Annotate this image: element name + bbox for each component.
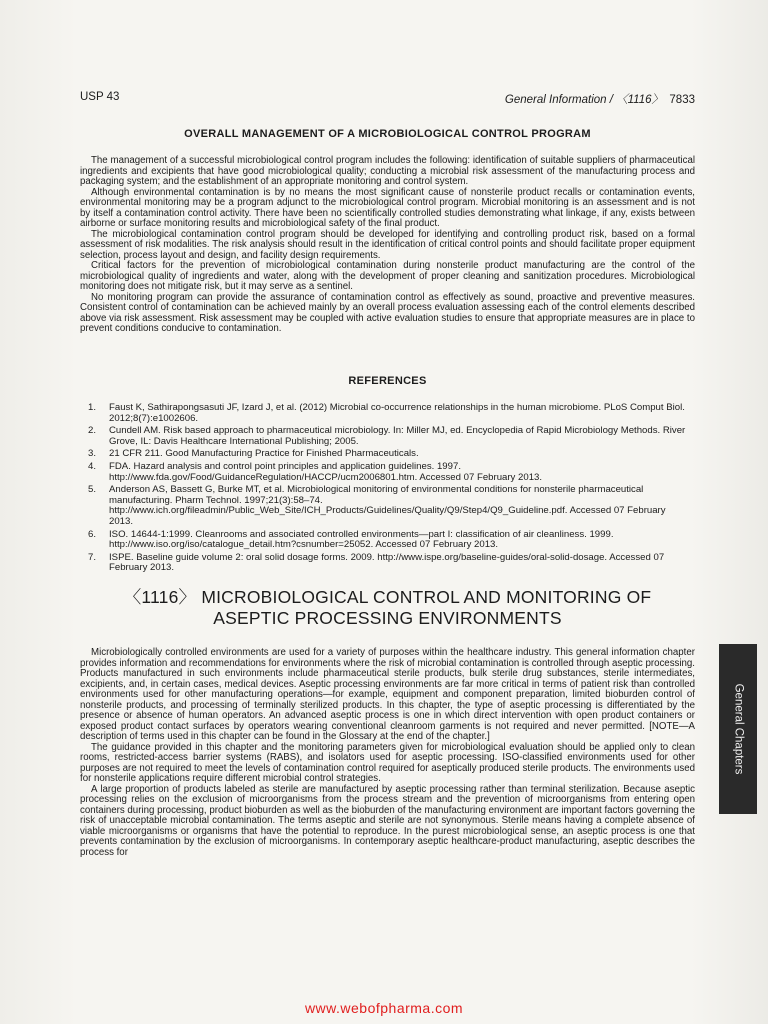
- general-chapters-tab: [719, 644, 757, 814]
- paragraph: The management of a successful microbiological control program includes the following: identification of suitable suppliers of pharmaceutical ingredients and excipients that have good microbiological quality; conducting a microbial risk assessment of the manufacturing process and packaging system; and the establishment of an appropriate monitoring and control system.: [80, 155, 695, 187]
- paragraph: Critical factors for the prevention of microbiological contamination during nonsterile product manufacturing are the control of the microbiological quality of ingredients and water, along with the development of proper cleaning and sanitization procedures. Microbiological monitoring does not mitigate risk, but it may serve as a sentinel.: [80, 260, 695, 292]
- paragraph: Although environmental contamination is by no means the most significant cause of nonsterile product recalls or contamination events, environmental monitoring may be a program adjunct to the microbiological control program. Microbial monitoring is an assessment and is not by itself a contamination control activity. There have been no scientifically controlled studies demonstrating what linkage, if any, exists between airborne or surface monitoring results and microbiological safety of the final product.: [80, 186, 695, 229]
- chapter-title-line: 〈1116〉 MICROBIOLOGICAL CONTROL AND MONITORING OF: [123, 587, 652, 607]
- reference-number: 6.: [88, 528, 97, 540]
- paragraph: The guidance provided in this chapter and the monitoring parameters given for microbiological evaluation should be applied only to clean rooms, restricted-access barrier systems (RABS), and isolators used for aseptic processing. ISO-classified environments used for other purposes are not required to meet the levels of contamination control required for aseptically produced sterile products. The environments used for nonsterile applications require different microbial control strategies.: [80, 741, 695, 784]
- reference-item: [80, 553, 692, 574]
- reference-text: FDA. Hazard analysis and control point principles and application guidelines. 1997. http://www.fda.gov/Food/GuidanceRegulation/HACCP/ucm2006801.htm. Accessed 07 February 2013.: [109, 460, 543, 483]
- reference-item: [80, 449, 692, 460]
- section-heading: OVERALL MANAGEMENT OF A MICROBIOLOGICAL CONTROL PROGRAM: [184, 128, 591, 140]
- reference-number: 7.: [88, 551, 97, 563]
- reference-text: 21 CFR 211. Good Manufacturing Practice for Finished Pharmaceuticals.: [109, 448, 419, 460]
- section-body: [80, 156, 695, 335]
- reference-text: ISPE. Baseline guide volume 2: oral solid dosage forms. 2009. http://www.ispe.org/baseline-guides/oral-solid-dosage. Accessed 07 February 2013.: [109, 551, 665, 574]
- side-tab-label: General Chapters: [732, 683, 744, 775]
- chapter-title: [80, 587, 695, 629]
- footer-website-link[interactable]: www.webofpharma.com: [304, 1000, 464, 1016]
- header-left: USP 43: [80, 91, 120, 103]
- reference-text: Anderson AS, Bassett G, Burke MT, et al. Microbiological monitoring of environmental conditions for nonsterile pharmaceutical manufacturing. Pharm Technol. 1997;21(3):58–74. http://www.ich.org/fileadmin/Public_Web_Site/ICH_Products/Guidelines/Quality/Q9/Step4/Q9_Guideline.pdf. Accessed 07 February 2013.: [109, 484, 666, 527]
- reference-list: [80, 403, 692, 576]
- reference-number: 4.: [88, 460, 97, 472]
- reference-number: 3.: [88, 448, 97, 460]
- reference-item: [80, 485, 692, 527]
- paragraph: A large proportion of products labeled as sterile are manufactured by aseptic processing rather than terminal sterilization. Because aseptic processing relies on the exclusion of microorganisms from the process stream and the prevention of microorganisms from entering open containers during processing, product bioburden as well as the bioburden of the manufacturing environment are important factors governing the risk of unacceptable microbial contamination. The terms aseptic and sterile are not synonymous. Sterile means having a complete absence of viable microorganisms or organisms that have the potential to reproduce. In the purest microbiological sense, an aseptic process is one that prevents contamination by the exclusion of microorganisms. In contemporary aseptic healthcare-product manufacturing, aseptic describes the process for: [80, 783, 695, 858]
- reference-number: 2.: [88, 425, 97, 437]
- page-number: 7833: [669, 94, 695, 106]
- paragraph: Microbiologically controlled environments are used for a variety of purposes within the healthcare industry. This general information chapter provides information and recommendations for environments where the risk of microbial contamination is controlled through aseptic processing. Products manufactured in such environments include pharmaceutical sterile products, bulk sterile drug substances, sterile intermediates, excipients, and, in certain cases, medical devices. Aseptic processing environments are far more critical in terms of patient risk than controlled environments used for other manufacturing operations—for example, equipment and component preparation, limited bioburden control of nonsterile products, and processing of terminally sterilized products. In this chapter, the type of aseptic processing is differentiated by the presence or absence of human operators. An advanced aseptic process is one in which direct intervention with open product containers or exposed product contact surfaces by operators wearing conventional cleanroom garments is not required and never permitted. [NOTE—A description of terms used in this chapter can be found in the Glossary at the end of the chapter.]: [80, 647, 695, 742]
- references-heading: REFERENCES: [348, 375, 427, 387]
- reference-item: [80, 403, 692, 424]
- header-section: General Information / 〈1116〉: [504, 94, 664, 106]
- reference-item: [80, 426, 692, 447]
- reference-text: Cundell AM. Risk based approach to pharmaceutical microbiology. In: Miller MJ, ed. Encyclopedia of Rapid Microbiology Methods. River Grove, IL: Davis Healthcare International Publishing; 2005.: [109, 425, 686, 447]
- chapter-title-line: ASEPTIC PROCESSING ENVIRONMENTS: [213, 608, 562, 628]
- reference-item: [80, 530, 692, 551]
- reference-text: Faust K, Sathirapongsasuti JF, Izard J, et al. (2012) Microbial co-occurrence relationships in the human microbiome. PLoS Comput Biol. 2012;8(7):e1002606.: [109, 402, 685, 424]
- paragraph: No monitoring program can provide the assurance of contamination control as effectively as sound, proactive and preventive measures. Consistent control of contamination can be achieved mainly by an overall process evaluation assessing each of the control elements described above via risk assessment. Risk assessment may be coupled with active evaluation studies to ensure that appropriate measures are in place to prevent conditions conducive to contamination.: [80, 291, 695, 334]
- chapter-body: [80, 648, 695, 858]
- reference-number: 5.: [88, 484, 97, 496]
- reference-text: ISO. 14644-1:1999. Cleanrooms and associated controlled environments—part I: classification of air cleanliness. 1999. http://www.iso.org/iso/catalogue_detail.htm?csnumber=25052. Accessed 07 February 2013.: [109, 528, 614, 551]
- reference-number: 1.: [88, 402, 97, 413]
- header-right: [505, 91, 695, 107]
- paragraph: The microbiological contamination control program should be developed for identifying and controlling product risk, based on a formal assessment of risk modalities. The risk analysis should result in the identification of critical control points and should facilitate proper equipment selection, process layout and design, and facility design requirements.: [80, 228, 695, 261]
- reference-item: [80, 462, 692, 483]
